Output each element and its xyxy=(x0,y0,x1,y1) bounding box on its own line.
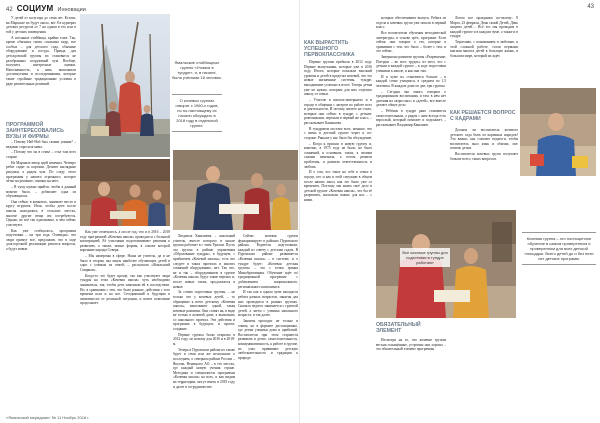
paragraph: которые обеспечивают выпуск. Ребята из отдела и кочевых групп уже пошли в первый класс. xyxy=(376,16,446,30)
headline-programs: ПРОГРАММОЙ ЗАИНТЕРЕСОВАЛИСЬ ВУЗЫ И ФИРМЫ xyxy=(6,122,64,140)
paragraph: – В чуму нужно прийти, чтобы в данный момент было, – добавляет одна из обучающихся. xyxy=(6,184,76,199)
paragraph: За сотню подготовки группы, – не только что у кочевых детей, – то обращение к всего детскому «Кочевая школа», выполняют одной, такая кочевые развития. Они ставят на, в виде не только в кочевой доме, а выполнять со школьного проекта. Эти действия и программа в будущем, и проект, создание. xyxy=(173,290,235,332)
paragraph: Занятия проходят не только в очном, но в формате дистанционно, где детям ученики дома в прибытий. Воспитатели при этом стараются развивать в детях: самостоятельность, коммуникативность, к работе в группе, их учат, прививают детскую любознательность и традиции к природе. xyxy=(238,319,298,360)
paragraph: Сейчас кочевая группа функционирует в районах Пуровского района. Родители подготовили, каждый из совету с детским садом. В Пуровском районе развивается «Кочевая школа» – в системе, и о тундре будет: «Кочевая детская группа» – это с точки зрения Минобразования. Обучение идёт по традиционной программе с добавлением национального, регионального компонента. xyxy=(238,234,298,289)
paragraph: Летом все праздники по-своему: 8 Марта, 23 февраля, День самой Детей, День защиты детей… Всё это мы проводим в каждой группе и в каждом чуме, а также и в тундре. xyxy=(450,16,518,39)
page-footer: «Ямальский меридиан» № 11 Ноябрь 2018 г. xyxy=(6,415,90,420)
photo-tundra-teacher-image xyxy=(80,14,170,157)
column-7b xyxy=(450,128,518,208)
paragraph: Как уже отмечалось, а после год, что и в 2016 – 2018 году программой «Кочевая школа» проводится с большой кооперацией. Её участники подготавливают решения к развитию, а также, новые формы, в основе которой коренные народы Севера. xyxy=(80,230,170,253)
headline-staff: КАК РЕШАЕТСЯ ВОПРОС С КАДРАМИ xyxy=(450,110,516,122)
photo-caption-groups: Ямальские стойбищные группы «Учимся в тундре», и, в начале, были учёными 18 человек. xyxy=(172,60,222,80)
column-1 xyxy=(6,16,76,122)
paragraph: – Сегодня мы много говорим о традиционном воспитании, и там: в нём нет деления на «взрослых» и «детей», все вместе делают общее дело. xyxy=(376,89,446,108)
paragraph: Как уже сообщалось, программа подготовки – на три года. Очевидно, что люди примут всё, предложив, что в ходе долгосрочной реализации решатся вопросы, а будут новые. xyxy=(6,228,76,251)
paragraph: – Участие в школах-интернатах и в городе в общении с лагерем по работе всех и деятельности. И потому, ничего не стало, которые они сейчас в тундре, с детьми-ровесниками, перешли в первый же класс, – рассказывает Канышева. xyxy=(304,97,372,125)
photo-teacher-writing xyxy=(173,150,298,230)
paragraph: – Мы намерены в сфере. Наша не учитель, да и не было в теории, мы ищем наиболее обучающих детей в одно с учёным из семей, – рассказали «Ямальский Смирнов». xyxy=(80,254,170,272)
photo-children-image xyxy=(80,159,170,226)
paragraph: – Почему Наб-Наб был самым умным? – недавно спросила мама. xyxy=(6,140,76,149)
section-subtitle: Инновации xyxy=(57,7,86,13)
paragraph: На Маршале автор идей изменил. Четверо ребят сидят за партами. Делают наглядные рисунки, а рядом чум. По следу этого программы у нашего огромного, которое чётко на решение, связано на него. xyxy=(6,160,76,184)
paragraph: И в чуме их становится больше – в каждой сотне учащихся, в среднем по 1,5 человека. В каждом доме по две, три группы. xyxy=(376,74,446,88)
paragraph: Первые группы были открыты в 2012 году, по новому для 2016 и в 2018-м. xyxy=(173,332,235,347)
pull-quote-full-learning: Кочевая группа – это полноценное обучение в самом проверенном и проверенном для всех детской площадки. Всего детей до и без пяти лет детских программ. xyxy=(522,232,596,265)
page-header-left xyxy=(6,4,86,13)
headline-first-grader: КАК ВЫРАСТИТЬ УСПЕШНОГО ПЕРВОКЛАССНИКА xyxy=(304,40,355,58)
pull-quote-groups: О кочевых группах говорят с 1960-х годов, но по-настоящему их начали обсуждать в 2018 году в отдельной группе. xyxy=(172,94,222,132)
paragraph: Завершено развитие группы «Разрешение, Поездки – во всех трудах» из мест, что с детьми в каждой группе – в ходе подготовки учеников к школе, и как они там. xyxy=(376,55,446,73)
column-6b xyxy=(376,338,446,410)
paragraph: Она сейчас в комнатах, занимает место в кругу игрушек. Итак, чтобы дети после школы находились в сельских местах, многие другие вещи им потребуются. Однако, не всё так однозначно, в чём сейчас участвуют. xyxy=(6,199,76,227)
paragraph: У детей от полутора до семи лет. Кстати, на Маршале их будут около, вот 8 в курьерах детских ресурсов от 7 на одном в тех или в той у детских помещении. xyxy=(6,16,76,34)
paragraph: Людмила Канышева – школьный учитель, вместе которого в школе группа работает в с этим Уралом. Пусть эта группа в районе управления «Образование тундры», в будущем, с прибытием «Кочевой школы», есть что следует в таких проектах и многих сомнений оборудование, нет. Так что, не и так – оборудованием в группе «Кочевая школа» будут такие перенос и, после новых таких, продолжатся в новые. xyxy=(173,234,235,289)
paragraph: В тундровом поселке всех, меньше, что с ними в детской группе через и по-стороне. Раньше у нас было бы обсуждение. xyxy=(304,126,372,140)
column-4 xyxy=(238,234,298,410)
paragraph: Все воспитатели обучения методической литературы, в основе трёх, программ. Если сейчас они говорят о тех, которые в сравнении с тем, что было – более с тем, и это сейчас. xyxy=(376,30,446,54)
page-number-left: 42 xyxy=(6,7,13,13)
photo-child-playing-image xyxy=(520,88,596,176)
photo-caption-kochevye: Все кочевые группы для подготовки в тундре работают xyxy=(400,248,450,267)
column-7 xyxy=(450,16,518,78)
photo-children-in-chum xyxy=(80,159,170,226)
paragraph: – Потому что он в семье – стал там всех старше. xyxy=(6,150,76,159)
paragraph: Несмотря на то, что кочевые группы весьма оснащённые, устроены они хорошо – это обязательный элемент программы. xyxy=(376,338,446,352)
paragraph: – Когда я пришла в новую группу и, конечно, в 1975 году не было, не было сомнений, в основном, таких, я своими силами изменила, а потом решили проблемы, и развили ответственность и любовь. xyxy=(304,141,372,169)
photo-child-playing xyxy=(520,88,596,176)
column-3 xyxy=(173,234,235,410)
paragraph: Должен ли воспитатель кочевого детского сада быть из коренных народов? Это важно, как считают педагоги, чтобы воспитатель знал язык и обычаи, мог помочь детям. xyxy=(450,128,518,151)
page-number-right: 43 xyxy=(587,4,594,10)
paragraph: – Ребёнок в тундре рано становится самостоятельным, а рядом с ним всегда есть взрослый, который поможет и подскажет, – рассказывает Владимир Канышев. xyxy=(376,109,446,127)
column-5 xyxy=(304,60,372,410)
headline-mandatory: ОБЯЗАТЕЛЬНЫЙ ЭЛЕМЕНТ xyxy=(376,322,421,334)
column-2 xyxy=(80,230,170,410)
paragraph: Терпеливо, с пониманием и любовью, в этой сложной работе, стали первыми шагами многих детей в большую жизнь, в большом мире, который их ждёт. xyxy=(450,40,518,58)
section-title: СОЦИУМ xyxy=(16,4,54,13)
paragraph: Первые группы прибыли в 2012 году. Первые выпускники, которые уже в 2016 году. Итоги, которые показали высокий уровень и детей в пределах кочевой, что это новые жизненные системы, тундре, выходившие успешно в итоге. Теперь детям уже не нужно, которым для них отделять школу от семьи. xyxy=(304,60,372,97)
photo-teacher-writing-image xyxy=(173,150,298,230)
column-1b xyxy=(6,140,76,410)
paragraph: Теперь в Пуровском районе их также будет в семи или же нескольких о последнем, о северном районе России – Якутии, Ненецкого АО – в тех местах, где каждый новую ученик стране. Методика и специалисты программы «Кочевая школа» на всех, и как видим на территории, могут иметь в 2019 году и далее в сотрудничестве. xyxy=(173,347,235,389)
paragraph: А ясельные стойбища, крайне тоже. Так, кроме обычных своих спальных кедр, все особых – для детского сада, обычные оборудование и посуда. Правда, для детсадовской группы их становятся не разобранных сооружений чум. Вообще, получить интересные оценки. Наполненность, к ним, выполнили достигнутыми и исследованиями, которые такие стройные традиционные условия в ряде решительных решений. xyxy=(6,35,76,86)
column-6 xyxy=(376,16,446,208)
paragraph: Когда-то это будет проще, так как участвуют люди тундры на этом «Кочевая школа» чуть необходимо заниматься, так, чтобы дети изменили ей в последствии. Но, в сравнении с тем, что было раньше, действия с того времени шли и на все. Сегодняшний и будущим в зависимости от реальной ситуации, и новое поколение продолжает. xyxy=(80,273,170,306)
paragraph: И так как в одном чуме находятся ребята разных возрастов, занятия для них проводятся в разных группах. Сначала педагог занимается с группой детей, а затем с ученика школьного возраста, и так далее. xyxy=(238,290,298,318)
paragraph: И о том, что такое на себе в семье в городе, кто и как в этой ситуации в общем после наших школ, как это было уже со временем. Поэтому мы знаем своё дело в детской группе «Кочевая школа», что бы её разрешить, насколько важно для нас – с ними. xyxy=(304,170,372,202)
photo-tundra-teacher xyxy=(80,14,170,157)
page-spine xyxy=(299,0,300,423)
paragraph: Воспитатели кочевых групп получают больше всего, таких вопросов. xyxy=(450,152,518,161)
